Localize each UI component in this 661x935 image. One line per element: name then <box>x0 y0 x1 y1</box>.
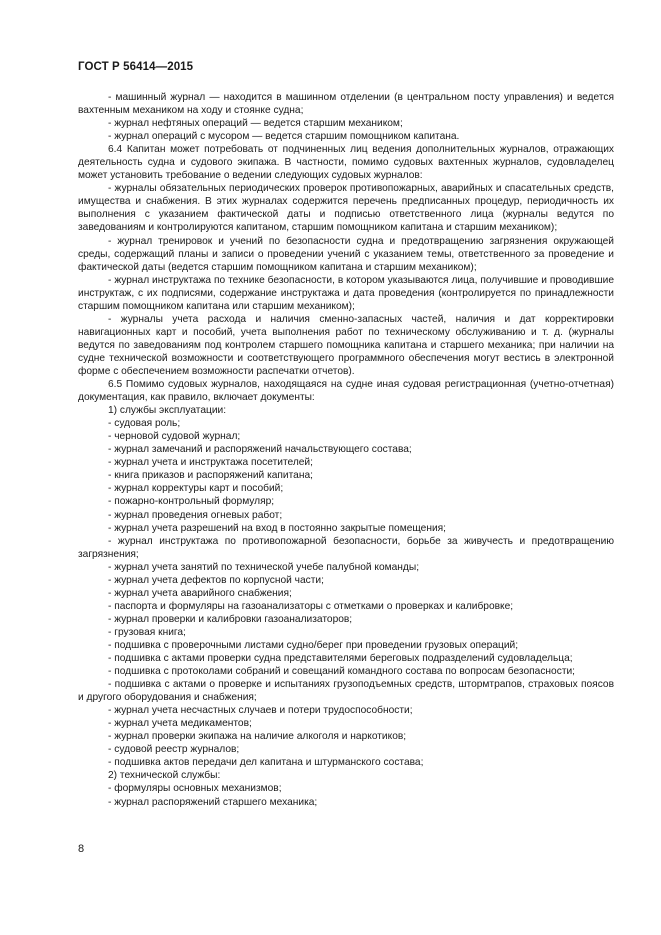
text-paragraph: - пожарно-контрольный формуляр; <box>108 496 275 508</box>
text-paragraph: - формуляры основных механизмов; <box>108 783 282 795</box>
text-paragraph: - журнал проверки экипажа на наличие алкоголя и наркотиков; <box>108 731 407 743</box>
text-paragraph: - грузовая книга; <box>108 626 186 638</box>
text-paragraph: - паспорта и формуляры на газоанализаторы с отметками о проверках и калибровке; <box>108 600 514 612</box>
text-paragraph: 6.5 Помимо судовых журналов, находящаяся на судне иная судовая регистрационная (учетно-отчетная) документация, как правило, включает документы: <box>78 379 614 404</box>
text-paragraph: - журнал проверки и калибровки газоанализаторов; <box>108 613 353 625</box>
text-paragraph: - журнал учета и инструктажа посетителей; <box>108 457 313 469</box>
text-paragraph: 6.4 Капитан может потребовать от подчиненных лиц ведения дополнительных журналов, отражающих деятельность судна и судового экипажа. В частности, помимо судовых вахтенных журналов, судовладелец может установить требование о ведении следующих судовых журналов: <box>78 144 614 182</box>
text-paragraph: - черновой судовой журнал; <box>108 431 241 443</box>
text-paragraph: 1) службы эксплуатации: <box>108 405 227 417</box>
text-paragraph: - журналы учета расхода и наличия сменно-запасных частей, наличия и дат корректировки навигационных карт и пособий, учета выполнения работ по техническому обслуживанию и т. д. (журналы ведутся по заведованиям под контролем старшего помощника капитана и старшего механика; при наличии на судне технической возможности и соответствующего программного обеспечения могут вестись в электронной форме с обеспечением возможности распечатки отчетов). <box>78 313 614 377</box>
text-paragraph: - подшивка с проверочными листами судно/берег при проведении грузовых операций; <box>108 639 519 651</box>
text-paragraph: - журнал учета медикаментов; <box>108 718 252 730</box>
text-paragraph: - подшивка с протоколами собраний и совещаний командного состава по вопросам безопасности; <box>108 666 576 678</box>
text-paragraph: - журнал операций с мусором — ведется старшим помощником капитана. <box>108 131 460 143</box>
text-paragraph: - журнал учета разрешений на вход в постоянно закрытые помещения; <box>108 522 446 534</box>
text-paragraph: 2) технической службы: <box>108 770 221 782</box>
text-paragraph: - судовая роль; <box>108 418 181 430</box>
text-paragraph: - журнал нефтяных операций — ведется старшим механиком; <box>108 118 403 130</box>
text-paragraph: - журнал учета занятий по технической учебе палубной команды; <box>108 561 420 573</box>
text-paragraph: - машинный журнал — находится в машинном отделении (в центральном посту управления) и ведется вахтенным механиком на ходу и стоянке судна; <box>78 92 614 117</box>
text-paragraph: - журнал учета дефектов по корпусной части; <box>108 574 324 586</box>
text-paragraph: - журнал тренировок и учений по безопасности судна и предотвращению загрязнения окружающей среды, содержащий планы и записи о проведении учений с указанием темы, ответственного за проведение и фактической даты (ведется старшим помощником капитана и старшим механиком); <box>78 235 614 273</box>
text-paragraph: - журнал проведения огневых работ; <box>108 509 283 521</box>
text-paragraph: - журнал распоряжений старшего механика; <box>108 796 318 808</box>
text-paragraph: - журнал корректуры карт и пособий; <box>108 483 284 495</box>
text-paragraph: - журнал замечаний и распоряжений начальствующего состава; <box>108 444 412 456</box>
text-paragraph: - подшивка с актами проверки судна представителями береговых подразделений судовладельца; <box>108 653 573 665</box>
text-paragraph: - журнал учета несчастных случаев и потери трудоспособности; <box>108 705 413 717</box>
text-paragraph: - журнал инструктажа по противопожарной безопасности, борьбе за живучесть и предотвращению загрязнения; <box>78 535 614 560</box>
text-paragraph: - журнал учета аварийного снабжения; <box>108 587 292 599</box>
text-paragraph: - журналы обязательных периодических проверок противопожарных, аварийных и спасательных средств, имущества и снабжения. В этих журналах содержится перечень предписанных процедур, периодичность их выполнения с указанием фактической даты и подписью ответственного лица (журналы ведутся по заведованиям и контролируются капитаном, старшим помощником капитана и старшим механиком); <box>78 183 614 234</box>
document-header: ГОСТ Р 56414—2015 <box>78 61 194 73</box>
text-paragraph: - подшивка с актами о проверке и испытаниях грузоподъемных средств, штормтрапов, страховых поясов и другого оборудования и снабжения; <box>78 679 614 704</box>
page-number: 8 <box>78 843 85 855</box>
text-paragraph: - подшивка актов передачи дел капитана и штурманского состава; <box>108 757 424 769</box>
text-paragraph: - судовой реестр журналов; <box>108 744 240 756</box>
text-paragraph: - журнал инструктажа по технике безопасности, в котором указываются лица, получившие и проводившие инструктаж, с их подписями, содержание инструктажа и дата проведения (контролируется по принадлежности старшим помощником капитана или старшим механиком); <box>78 274 614 312</box>
text-paragraph: - книга приказов и распоряжений капитана; <box>108 470 313 482</box>
document-body <box>78 91 614 809</box>
